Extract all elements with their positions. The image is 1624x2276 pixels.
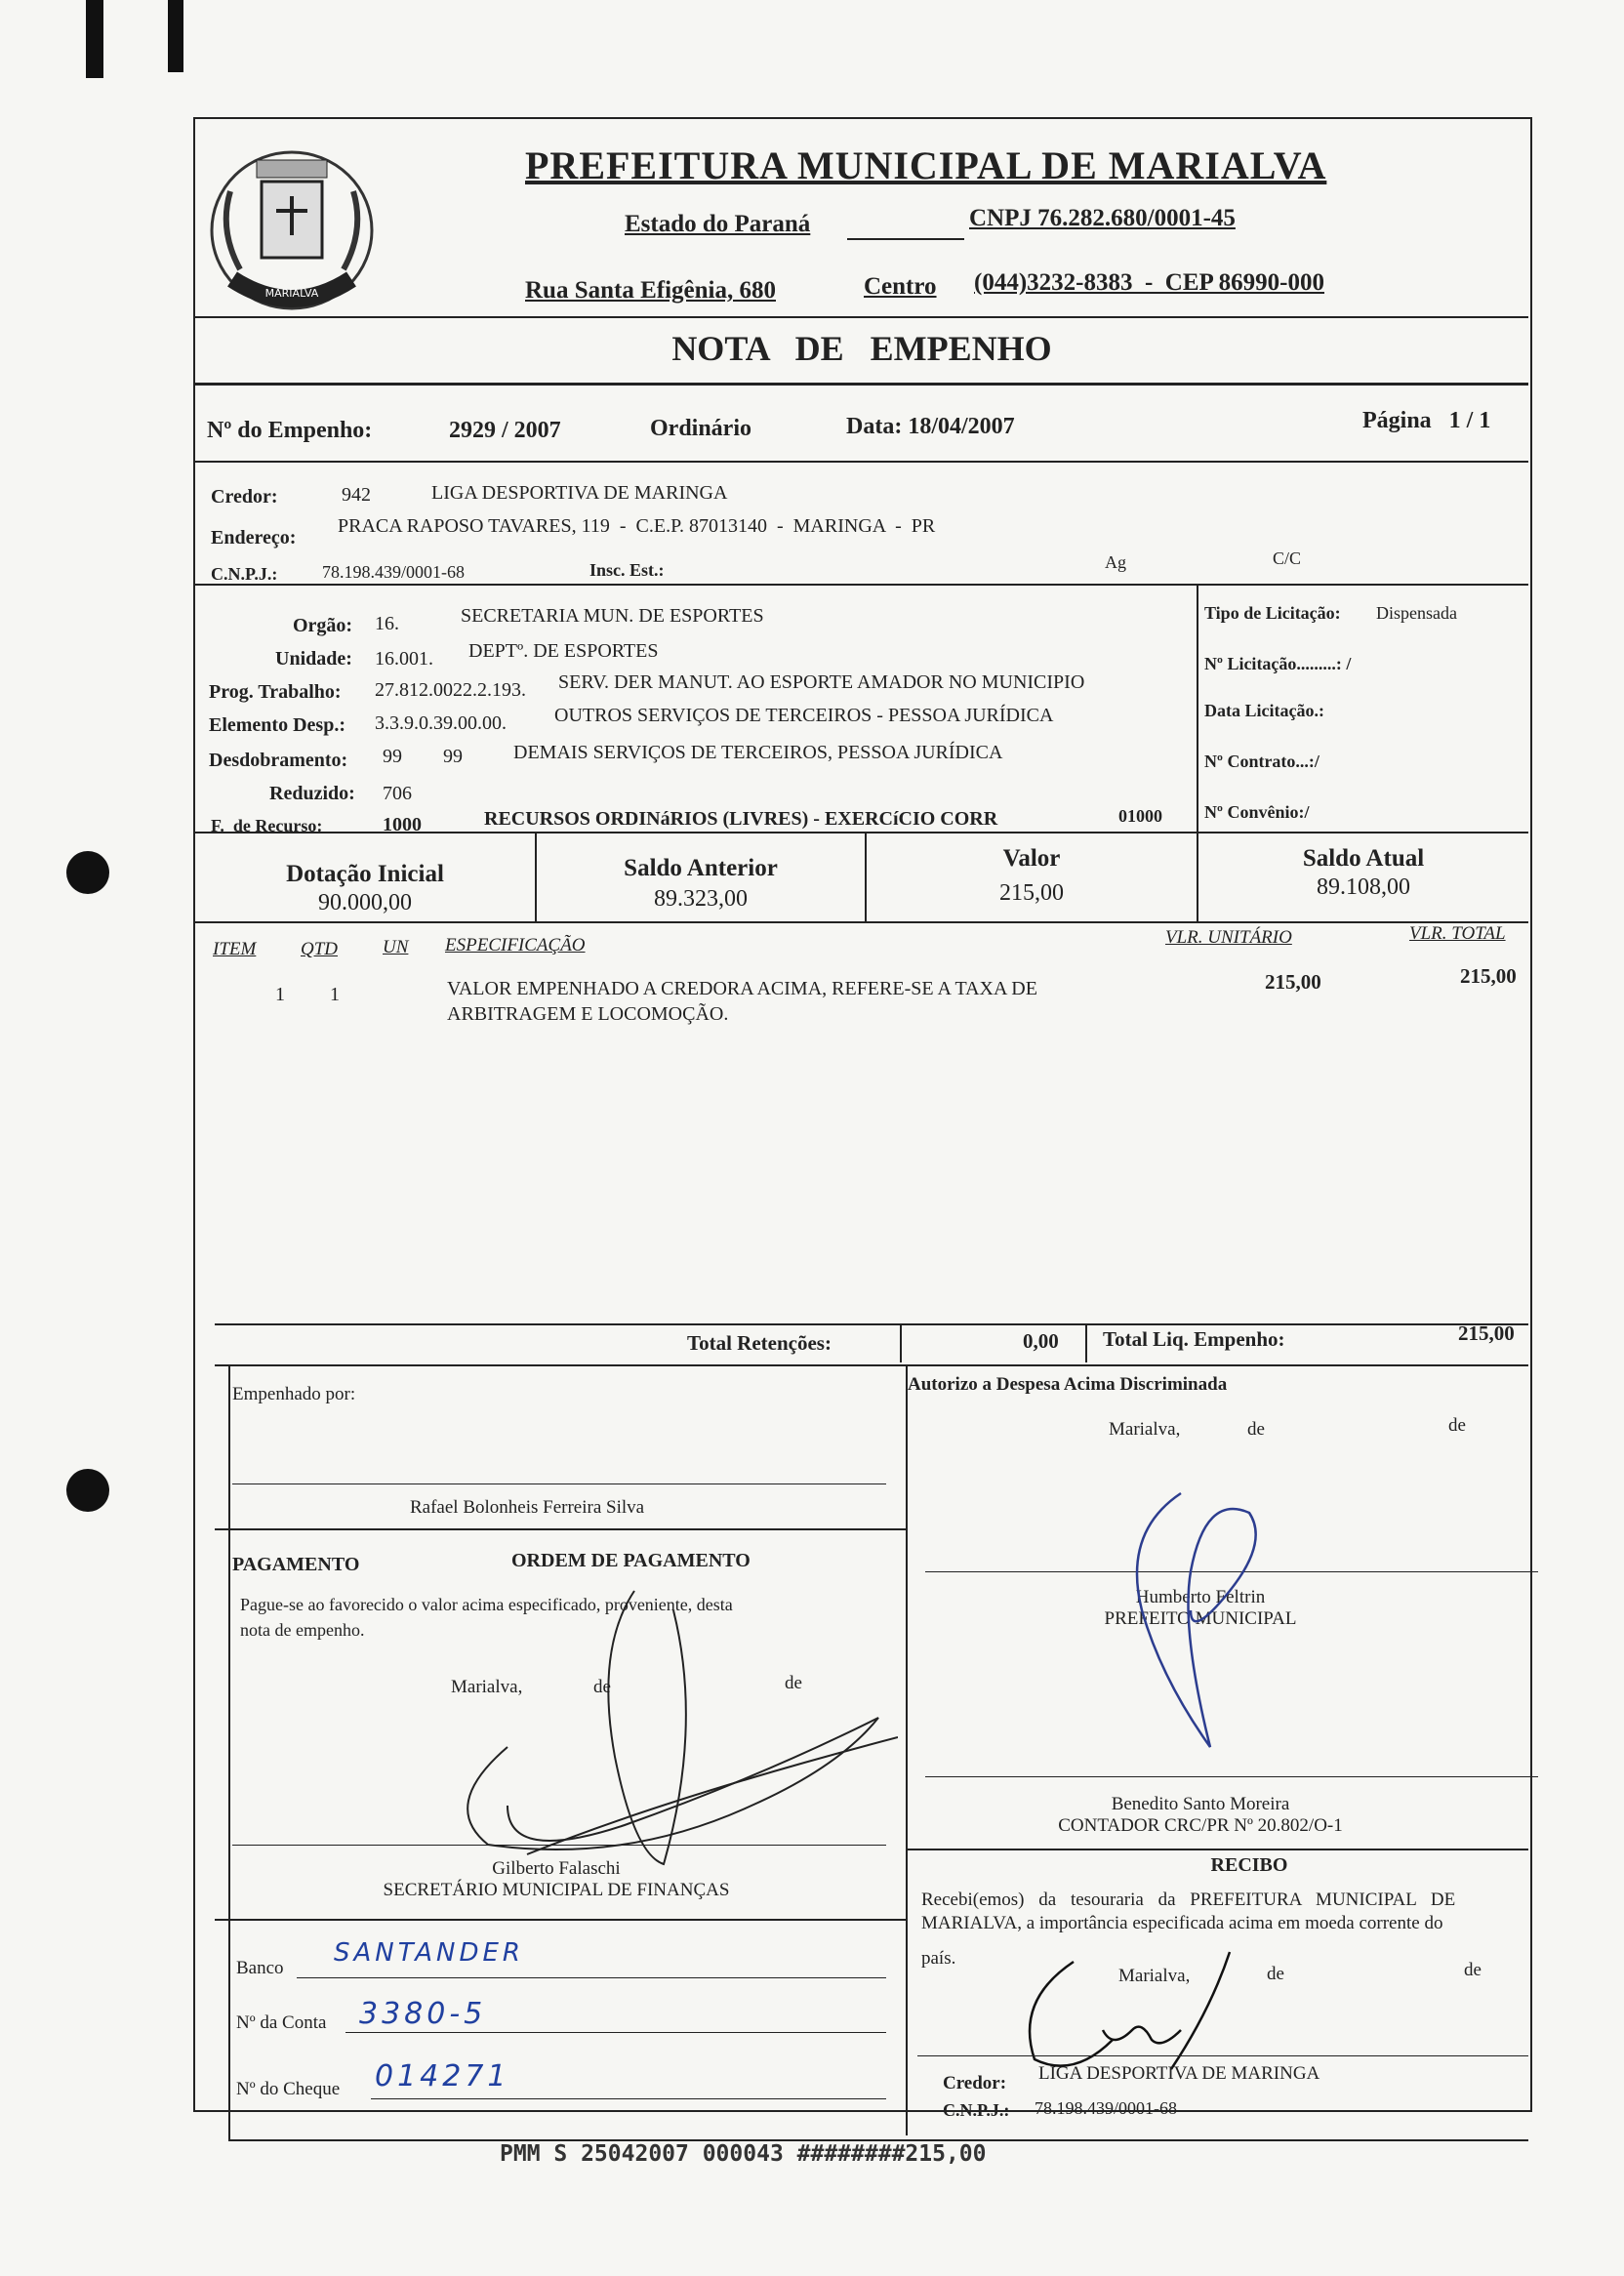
binder-hole-bottom [66, 1469, 109, 1512]
page-number: Página 1 / 1 [1362, 408, 1491, 433]
divider [228, 1364, 230, 2139]
item-description-line1: VALOR EMPENHADO A CREDORA ACIMA, REFERE-SE A TAXA DE [447, 978, 1037, 999]
unidade-name: DEPTº. DE ESPORTES [468, 640, 659, 662]
signature-line [917, 2055, 1528, 2056]
cc-label: C/C [1273, 549, 1302, 568]
reduzido-label: Reduzido: [269, 783, 355, 804]
desdobramento-code-1: 99 [383, 746, 402, 767]
prog-label: Prog. Trabalho: [209, 681, 342, 703]
pagamento-text-1: Pague-se ao favorecido o valor acima especificado, proveniente, desta [240, 1595, 733, 1614]
contador-name: Benedito Santo Moreira [1111, 1794, 1290, 1814]
recibo-text-2: MARIALVA, a importância especificada acima em moeda corrente do [921, 1913, 1443, 1933]
autorizo-de-2: de [1448, 1415, 1466, 1436]
recibo-de-2: de [1464, 1960, 1482, 1980]
pagamento-title: PAGAMENTO [232, 1554, 360, 1575]
seal-text: MARIALVA [264, 287, 319, 300]
numero-convenio: Nº Convênio:/ [1204, 802, 1310, 822]
col-vlr-total: VLR. TOTAL [1409, 923, 1506, 944]
divider [215, 1919, 906, 1921]
col-vlr-unitario: VLR. UNITÁRIO [1165, 927, 1292, 948]
tipo-licitacao-label: Tipo de Licitação: [1204, 603, 1341, 623]
divider [906, 1849, 1528, 1850]
col-especificacao: ESPECIFICAÇÃO [445, 935, 586, 955]
unidade-label: Unidade: [275, 648, 352, 670]
recibo-cnpj-label: C.N.P.J.: [943, 2100, 1010, 2120]
recibo-cnpj: 78.198.439/0001-68 [1035, 2098, 1177, 2118]
credor-address: PRACA RAPOSO TAVARES, 119 - C.E.P. 87013140 - MARINGA - PR [338, 515, 936, 537]
recibo-text-1: Recebi(emos) da tesouraria da PREFEITURA MUNICIPAL DE [921, 1890, 1456, 1910]
banco-value: SANTANDER [334, 1938, 524, 1968]
retencoes-label: Total Retenções: [687, 1331, 832, 1355]
dotacao-label: Dotação Inicial [286, 861, 444, 887]
secretario-role: SECRETÁRIO MUNICIPAL DE FINANÇAS [383, 1880, 730, 1900]
payment-stamp: PMM S 25042007 000043 ########215,00 [500, 2141, 987, 2167]
prog-name: SERV. DER MANUT. AO ESPORTE AMADOR NO MUNICIPIO [558, 671, 1085, 693]
divider [195, 461, 1528, 463]
banco-line [297, 1977, 886, 1978]
conta-value: 3380-5 [359, 1997, 487, 2031]
divider [215, 1323, 1528, 1325]
recibo-title: RECIBO [1210, 1854, 1288, 1876]
liq-empenho-label: Total Liq. Empenho: [1103, 1327, 1285, 1351]
saldo-atual-value: 89.108,00 [1317, 874, 1410, 900]
elemento-code: 3.3.9.0.39.00.00. [375, 712, 507, 734]
divider [195, 316, 1528, 318]
signature-line [925, 1776, 1538, 1777]
header-underline [847, 238, 964, 240]
scan-mark [168, 0, 183, 72]
credor-code: 942 [342, 484, 371, 506]
insc-label: Insc. Est.: [589, 560, 665, 580]
item-total-price: 215,00 [1460, 964, 1517, 988]
cheque-line [371, 2098, 886, 2099]
cheque-value: 014271 [375, 2059, 510, 2093]
conta-label: Nº da Conta [236, 2012, 327, 2033]
divider [195, 832, 1528, 833]
divider [1085, 1323, 1087, 1362]
divider [900, 1323, 902, 1362]
saldo-anterior-label: Saldo Anterior [624, 855, 778, 881]
orgao-name: SECRETARIA MUN. DE ESPORTES [461, 605, 764, 627]
valor-value: 215,00 [999, 880, 1064, 906]
reduzido-value: 706 [383, 783, 412, 804]
document-title: NOTA DE EMPENHO [671, 329, 1052, 368]
col-un: UN [383, 937, 409, 957]
recurso-name: RECURSOS ORDINáRIOS (LIVRES) - EXERCíCIO CORR [484, 808, 998, 830]
numero-licitacao: Nº Licitação.........: / [1204, 654, 1352, 673]
desdobramento-code-2: 99 [443, 746, 463, 767]
banco-label: Banco [236, 1958, 284, 1978]
divider [1197, 584, 1198, 832]
conta-line [345, 2032, 886, 2033]
saldo-atual-label: Saldo Atual [1302, 845, 1425, 872]
signature-line [232, 1845, 886, 1846]
ag-label: Ag [1105, 552, 1126, 572]
divider [906, 1364, 908, 2135]
retencoes-value: 0,00 [1023, 1329, 1059, 1353]
desdobramento-name: DEMAIS SERVIÇOS DE TERCEIROS, PESSOA JURÍDICA [513, 742, 1003, 763]
data-licitacao: Data Licitação.: [1204, 701, 1324, 720]
address-label: Endereço: [211, 527, 297, 549]
elemento-name: OUTROS SERVIÇOS DE TERCEIROS - PESSOA JURÍDICA [554, 705, 1054, 726]
empenhado-name: Rafael Bolonheis Ferreira Silva [410, 1497, 645, 1518]
col-qtd: QTD [301, 939, 339, 959]
prog-code: 27.812.0022.2.193. [375, 679, 526, 701]
divider [215, 1528, 906, 1530]
ordem-pagamento: ORDEM DE PAGAMENTO [511, 1550, 751, 1571]
state-name: Estado do Paraná [625, 211, 811, 237]
contador-role: CONTADOR CRC/PR Nº 20.802/O-1 [1058, 1815, 1343, 1836]
divider [195, 921, 1528, 923]
pagamento-text-2: nota de empenho. [240, 1620, 365, 1640]
prefeito-role: PREFEITO MUNICIPAL [1104, 1608, 1297, 1629]
pagamento-de-1: de [593, 1677, 611, 1697]
liq-empenho-value: 215,00 [1458, 1321, 1515, 1345]
empenho-number-label: Nº do Empenho: [207, 418, 373, 443]
recibo-de-1: de [1267, 1964, 1284, 1984]
scan-mark [86, 0, 103, 78]
empenho-type: Ordinário [650, 416, 752, 441]
recibo-marialva: Marialva, [1118, 1966, 1191, 1986]
signature-line [232, 1483, 886, 1484]
valor-label: Valor [1002, 845, 1061, 872]
prefeitura-district: Centro [864, 273, 937, 300]
numero-contrato: Nº Contrato...:/ [1204, 752, 1320, 771]
item-description-line2: ARBITRAGEM E LOCOMOÇÃO. [447, 1003, 729, 1025]
item-unit-price: 215,00 [1265, 970, 1321, 994]
divider [215, 1364, 1528, 1366]
saldo-anterior-value: 89.323,00 [654, 886, 748, 912]
divider [195, 383, 1528, 386]
empenho-number: 2929 / 2007 [449, 418, 561, 443]
secretario-name: Gilberto Falaschi [492, 1858, 621, 1879]
orgao-code: 16. [375, 613, 399, 634]
prefeitura-title: PREFEITURA MUNICIPAL DE MARIALVA [525, 143, 1327, 187]
credor-cnpj: 78.198.439/0001-68 [322, 562, 465, 582]
unidade-code: 16.001. [375, 648, 433, 670]
credor-name: LIGA DESPORTIVA DE MARINGA [431, 482, 728, 504]
recurso-code: 1000 [383, 814, 422, 835]
secretario-signature [410, 1581, 898, 1884]
credor-signature [937, 1942, 1288, 2079]
tipo-licitacao-value: Dispensada [1376, 603, 1457, 623]
prefeito-name: Humberto Feltrin [1135, 1587, 1266, 1607]
cheque-label: Nº do Cheque [236, 2079, 341, 2099]
item-number: 1 [275, 984, 285, 1005]
prefeitura-cnpj: CNPJ 76.282.680/0001-45 [969, 205, 1236, 231]
binder-hole-top [66, 851, 109, 894]
credor-label: Credor: [211, 486, 278, 508]
pagamento-marialva: Marialva, [451, 1677, 523, 1697]
recibo-credor-label: Credor: [943, 2073, 1007, 2093]
empenho-date: Data: 18/04/2007 [846, 414, 1015, 439]
dotacao-value: 90.000,00 [318, 890, 412, 915]
recibo-text-3: país. [921, 1948, 956, 1969]
prefeitura-phone-cep: (044)3232-8383 - CEP 86990-000 [974, 269, 1324, 296]
orgao-label: Orgão: [293, 615, 353, 636]
desdobramento-label: Desdobramento: [209, 750, 348, 771]
elemento-label: Elemento Desp.: [209, 714, 345, 736]
autorizo-marialva: Marialva, [1109, 1419, 1181, 1440]
pagamento-de-2: de [785, 1673, 802, 1693]
prefeito-signature [1103, 1483, 1279, 1776]
prefeitura-street: Rua Santa Efigênia, 680 [525, 277, 776, 304]
autorizo-text: Autorizo a Despesa Acima Discriminada [908, 1374, 1228, 1395]
recurso-number: 01000 [1118, 806, 1162, 826]
item-qtd: 1 [330, 984, 340, 1005]
municipal-seal [203, 142, 381, 316]
col-item: ITEM [213, 939, 257, 959]
recurso-label: F. de Recurso: [211, 816, 323, 835]
cnpj-label: C.N.P.J.: [211, 564, 278, 584]
autorizo-de-1: de [1247, 1419, 1265, 1440]
divider [195, 584, 1528, 586]
empenhado-label: Empenhado por: [232, 1384, 356, 1404]
recibo-credor-name: LIGA DESPORTIVA DE MARINGA [1038, 2063, 1320, 2084]
